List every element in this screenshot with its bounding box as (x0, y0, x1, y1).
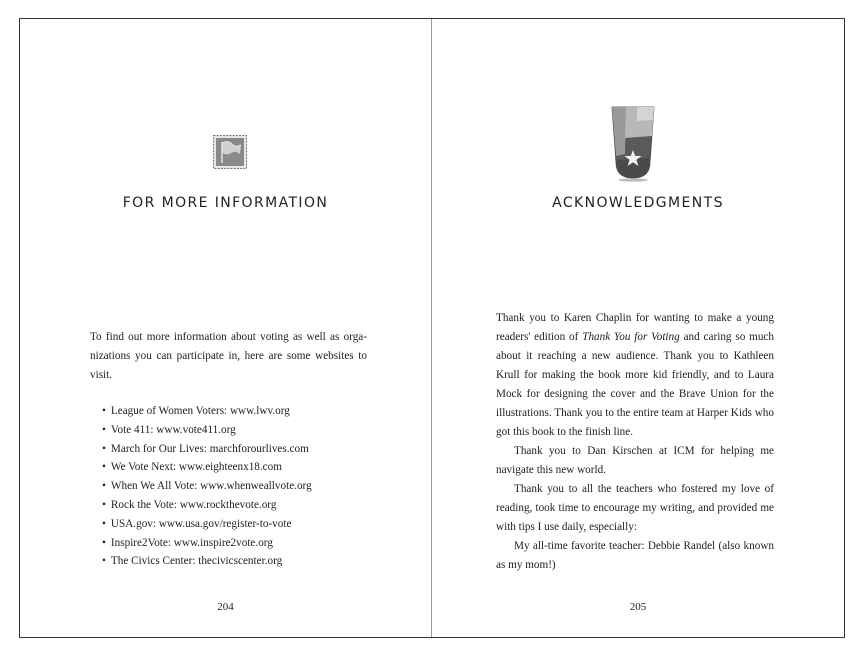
list-item: • March for Our Lives: marchforourlives.com (102, 440, 312, 459)
intro-paragraph: To find out more information about voting as well as organizations you can participate in, here are some websites to visit. (90, 331, 367, 381)
list-item: • USA.gov: www.usa.gov/register-to-vote (102, 515, 312, 534)
list-item: • Rock the Vote: www.rockthevote.org (102, 496, 312, 515)
list-item: • We Vote Next: www.eighteenx18.com (102, 458, 312, 477)
list-item: • The Civics Center: thecivicscenter.org (102, 552, 312, 571)
list-item: • Inspire2Vote: www.inspire2vote.org (102, 534, 312, 553)
list-item: • League of Women Voters: www.lwv.org (102, 402, 312, 421)
website-list (102, 402, 312, 571)
ack-paragraph-4: My all-time favorite teacher: Debbie Randel (also known as my mom!) (496, 540, 774, 571)
ack-paragraph-1 (496, 309, 774, 442)
ballot-cup-icon (609, 106, 657, 187)
acknowledgments-body (496, 309, 774, 575)
ack-text: and caring so much about it reaching a new audience. Thank you to Kathleen Krull for making the book more kid friendly, and to Laura Mock for designing the cover and the Brave Union for the illustrations. Thank you to the entire team at Harper Kids who got this book to the finish line. (496, 331, 774, 438)
flag-stamp-icon (213, 135, 247, 174)
book-spread (19, 18, 845, 638)
list-item: • When We All Vote: www.whenweallvote.org (102, 477, 312, 496)
ack-paragraph-2: Thank you to Dan Kirschen at ICM for helping me navigate this new world. (496, 445, 774, 476)
list-item: • Vote 411: www.vote411.org (102, 421, 312, 440)
page-title: FOR MORE INFORMATION (122, 195, 329, 211)
right-page (432, 19, 844, 637)
ack-text: Thank you to Karen Chaplin for wanting to make a young readers' edition of (496, 312, 774, 343)
left-page (20, 19, 431, 637)
page-number: 204 (217, 601, 234, 613)
ack-paragraph-3: Thank you to all the teachers who fostered my love of reading, took time to encourage my writing, and provided me with tips I use daily, especially: (496, 483, 774, 533)
page-title: ACKNOWLEDGMENTS (552, 195, 724, 211)
book-title: Thank You for Voting (582, 331, 680, 343)
page-number: 205 (629, 601, 647, 613)
